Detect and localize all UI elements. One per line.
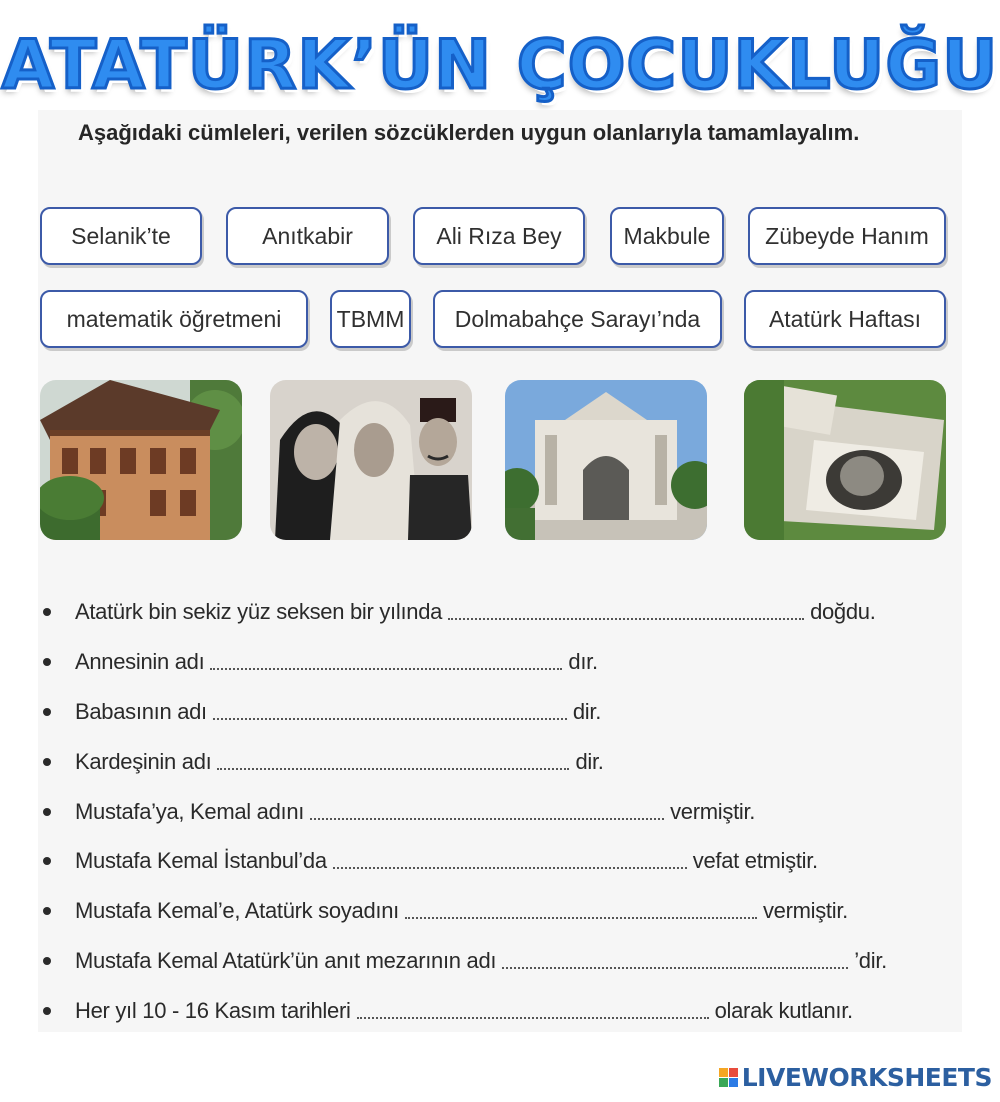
photo-birth-house — [40, 380, 242, 540]
word-box-dolmabahce[interactable]: Dolmabahçe Sarayı’nda — [433, 290, 722, 348]
sentence-5 — [40, 794, 960, 830]
sentence-4-text: Kardeşinin adı — [75, 749, 212, 774]
sentence-7-text: Mustafa Kemal’e, Atatürk soyadını — [75, 898, 399, 923]
blank-4[interactable] — [217, 754, 569, 770]
sentence-6-text: Mustafa Kemal İstanbul’da — [75, 848, 327, 873]
bullet-icon — [43, 708, 51, 716]
blank-5[interactable] — [310, 804, 664, 820]
sentence-3-ending: dir. — [572, 699, 602, 724]
bullet-icon — [43, 1007, 51, 1015]
sentence-9-text: Her yıl 10 - 16 Kasım tarihleri — [75, 998, 351, 1023]
sentence-8-ending: ’dir. — [854, 948, 887, 973]
bullet-icon — [43, 758, 51, 766]
sentence-1 — [40, 594, 960, 630]
sentence-3-text: Babasının adı — [75, 699, 207, 724]
sentence-8-text: Mustafa Kemal Atatürk’ün anıt mezarının adı — [75, 948, 497, 973]
bullet-icon — [43, 608, 51, 616]
bullet-icon — [43, 907, 51, 915]
word-box-makbule[interactable]: Makbule — [610, 207, 724, 265]
blank-2[interactable] — [210, 654, 562, 670]
sentence-5-ending: vermiştir. — [670, 799, 756, 824]
blank-3[interactable] — [213, 704, 567, 720]
sentence-2-text: Annesinin adı — [75, 649, 205, 674]
word-box-tbmm[interactable]: TBMM — [330, 290, 411, 348]
bullet-icon — [43, 808, 51, 816]
brand-logo — [719, 1062, 992, 1092]
sentence-6 — [40, 843, 960, 879]
brand-name: LIVEWORKSHEETS — [741, 1062, 992, 1092]
liveworksheets-logo-icon — [719, 1068, 738, 1087]
word-box-anitkabir[interactable]: Anıtkabir — [226, 207, 389, 265]
sentence-7-ending: vermiştir. — [762, 898, 848, 923]
sentence-5-text: Mustafa’ya, Kemal adını — [75, 799, 305, 824]
sentence-6-ending: vefat etmiştir. — [692, 848, 818, 873]
instruction-text: Aşağıdaki cümleleri, verilen sözcüklerden uygun olanlarıyla tamamlayalım. — [78, 120, 860, 145]
bullet-icon — [43, 658, 51, 666]
page-title: ATATÜRK’ÜN ÇOCUKLUĞU — [1, 26, 999, 105]
blank-1[interactable] — [448, 604, 804, 620]
sentence-2 — [40, 644, 960, 680]
bullet-icon — [43, 957, 51, 965]
bullet-icon — [43, 857, 51, 865]
sentence-2-ending: dır. — [568, 649, 598, 674]
photo-family — [270, 380, 472, 540]
sentence-1-ending: doğdu. — [810, 599, 876, 624]
photo-anitkabir — [744, 380, 946, 540]
blank-9[interactable] — [357, 1003, 709, 1019]
blank-6[interactable] — [333, 853, 687, 869]
sentence-1-text: Atatürk bin sekiz yüz seksen bir yılında — [75, 599, 443, 624]
sentence-4 — [40, 744, 960, 780]
word-box-ali-riza-bey[interactable]: Ali Rıza Bey — [413, 207, 585, 265]
blank-7[interactable] — [405, 903, 757, 919]
sentence-8 — [40, 943, 960, 979]
sentence-9 — [40, 993, 960, 1029]
sentence-9-ending: olarak kutlanır. — [714, 998, 853, 1023]
word-box-zubeyde-hanim[interactable]: Zübeyde Hanım — [748, 207, 946, 265]
word-box-matematik-ogretmeni[interactable]: matematik öğretmeni — [40, 290, 308, 348]
sentence-3 — [40, 694, 960, 730]
sentence-7 — [40, 893, 960, 929]
blank-8[interactable] — [502, 953, 848, 969]
sentence-4-ending: dir. — [575, 749, 604, 774]
photo-dolmabahce-gate — [505, 380, 707, 540]
word-box-selanik[interactable]: Selanik’te — [40, 207, 202, 265]
word-box-ataturk-haftasi[interactable]: Atatürk Haftası — [744, 290, 946, 348]
